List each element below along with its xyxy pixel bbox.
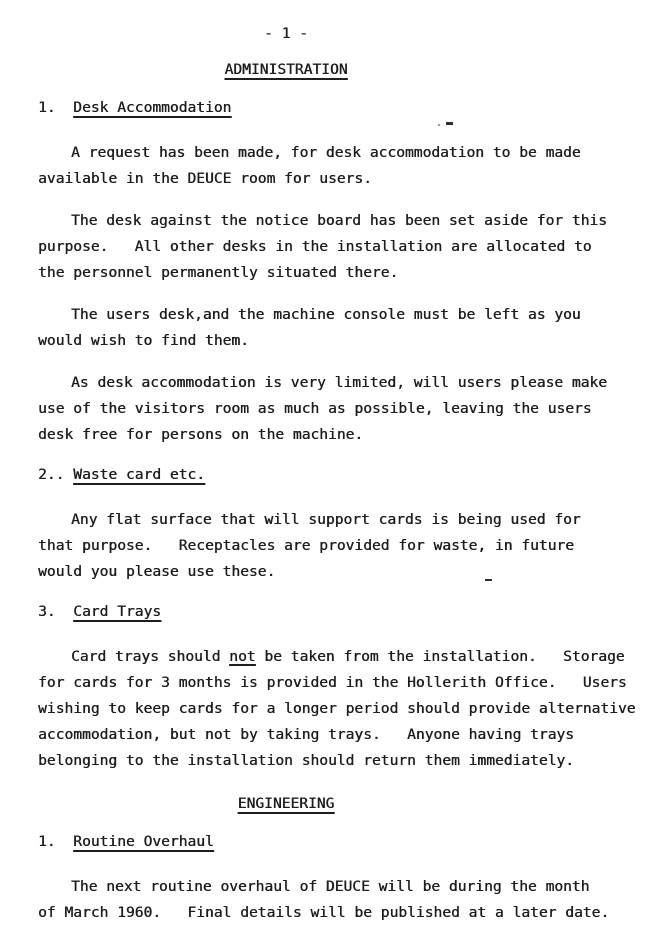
paragraph-line (38, 370, 650, 396)
paragraph (38, 302, 650, 354)
text-segment: desk free for persons on the machine. (38, 426, 364, 443)
text-segment: Any flat surface that will support cards is being used for (71, 511, 581, 528)
paragraph-line (38, 208, 650, 234)
text-segment: The next routine overhaul of DEUCE will be during the month (71, 878, 590, 895)
paragraph-line (38, 670, 650, 696)
item-heading (38, 95, 650, 121)
text-segment: for cards for 3 months is provided in the Hollerith Office. Users (38, 674, 627, 691)
item-gap (56, 99, 74, 116)
item-number: 1. (38, 833, 56, 850)
item-gap (64, 466, 73, 483)
paragraph (38, 644, 650, 774)
paragraph-line (38, 722, 650, 748)
paragraph-line (38, 140, 650, 166)
text-segment: not (229, 648, 256, 665)
ink-speck (485, 579, 492, 581)
text-segment: As desk accommodation is very limited, will users please make (71, 374, 607, 391)
paragraph (38, 208, 650, 286)
item-number: 3. (38, 603, 56, 620)
paragraph (38, 370, 650, 448)
paragraph-line (38, 507, 650, 533)
text-segment: Card trays should (71, 648, 230, 665)
page-number: - 1 - (264, 25, 308, 42)
text-segment: wishing to keep cards for a longer period should provide alternative (38, 700, 636, 717)
item-heading (38, 599, 650, 625)
text-segment: the personnel permanently situated there. (38, 264, 399, 281)
paragraph-line (38, 260, 650, 286)
paragraph-line (38, 422, 650, 448)
paragraph (38, 140, 650, 192)
paragraph (38, 507, 650, 585)
paragraph-line (38, 302, 650, 328)
text-segment: available in the DEUCE room for users. (38, 170, 372, 187)
paragraph-line (38, 644, 650, 670)
text-segment: A request has been made, for desk accommodation to be made (71, 144, 581, 161)
paragraph-line (38, 696, 650, 722)
text-segment: that purpose. Receptacles are provided for waste, in future (38, 537, 574, 554)
text-segment: use of the visitors room as much as possible, leaving the users (38, 400, 592, 417)
text-segment: would wish to find them. (38, 332, 249, 349)
paragraph-line (38, 874, 650, 900)
item-number: 1. (38, 99, 56, 116)
paragraph-line (38, 559, 650, 585)
text-segment: would you please use these. (38, 563, 276, 580)
item-title: Waste card etc. (73, 466, 205, 483)
ink-speck (446, 122, 453, 125)
text-segment: purpose. All other desks in the installation are allocated to (38, 238, 592, 255)
ink-speck (438, 124, 440, 126)
paragraph-line (38, 748, 650, 774)
text-segment: be taken from the installation. Storage (255, 648, 625, 665)
item-title: Desk Accommodation (73, 99, 232, 116)
text-segment: The desk against the notice board has been set aside for this (71, 212, 607, 229)
paragraph-line (38, 234, 650, 260)
paragraph-line (38, 166, 650, 192)
text-segment: The users desk,and the machine console must be left as you (71, 306, 581, 323)
item-heading (38, 829, 650, 855)
section-heading-text: ADMINISTRATION (224, 61, 348, 78)
text-segment: of March 1960. Final details will be published at a later date. (38, 904, 610, 921)
text-segment: belonging to the installation should return them immediately. (38, 752, 574, 769)
item-gap (56, 603, 74, 620)
paragraph-line (38, 328, 650, 354)
item-gap (56, 833, 74, 850)
paragraph (38, 874, 650, 926)
text-segment: accommodation, but not by taking trays. Anyone having trays (38, 726, 574, 743)
section-heading-text: ENGINEERING (237, 795, 335, 812)
paragraph-line (38, 533, 650, 559)
item-title: Routine Overhaul (73, 833, 214, 850)
section-heading (38, 791, 534, 817)
paragraph-line (38, 396, 650, 422)
section-heading (38, 57, 534, 83)
item-title: Card Trays (73, 603, 162, 620)
item-number: 2.. (38, 466, 65, 483)
item-heading (38, 462, 650, 488)
paragraph-line (38, 900, 650, 926)
